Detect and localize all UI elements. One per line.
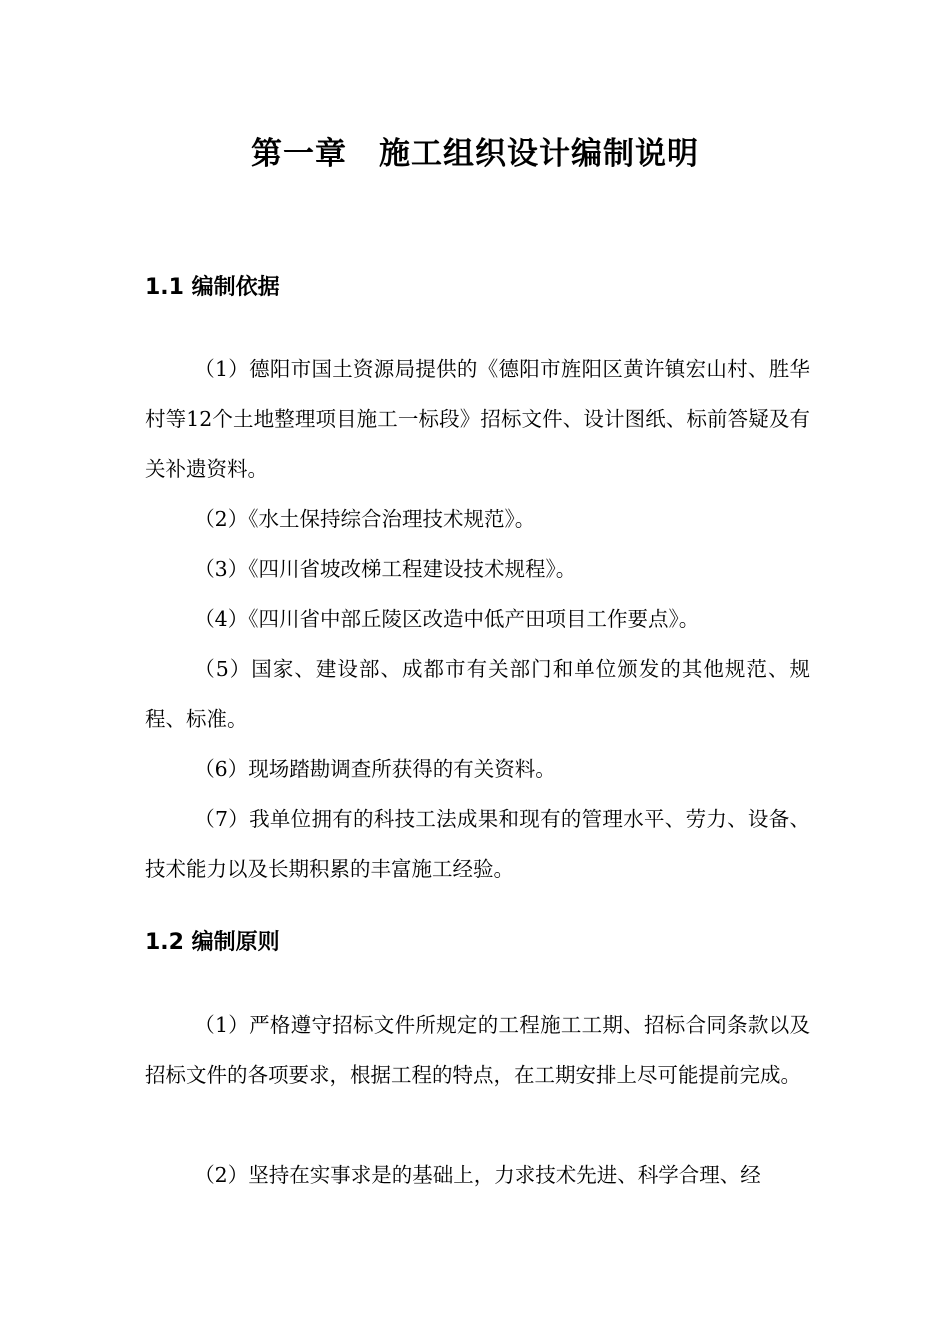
chapter-title: 第一章 施工组织设计编制说明: [251, 136, 699, 172]
paragraph-1-1-7: （7）我单位拥有的科技工法成果和现有的管理水平、劳力、设备、技术能力以及长期积累的丰富施工经验。: [145, 807, 810, 881]
paragraph-1-1-5: （5）国家、建设部、成都市有关部门和单位颁发的其他规范、规程、标准。: [145, 657, 810, 731]
section-heading-1-2: 1.2 编制原则: [145, 930, 280, 955]
paragraph-1-1-6: （6）现场踏勘调查所获得的有关资料。: [194, 757, 556, 781]
paragraph-1-1-4: （4）《四川省中部丘陵区改造中低产田项目工作要点》。: [194, 607, 700, 631]
paragraph-1-1-2: （2）《水土保持综合治理技术规范》。: [194, 507, 536, 531]
paragraph-1-2-2: （2）坚持在实事求是的基础上，力求技术先进、科学合理、经: [194, 1163, 761, 1187]
paragraph-1-2-1: （1）严格遵守招标文件所规定的工程施工工期、招标合同条款以及招标文件的各项要求，根据工程的特点，在工期安排上尽可能提前完成。: [145, 1013, 810, 1087]
paragraph-1-1-1: （1）德阳市国土资源局提供的《德阳市旌阳区黄许镇宏山村、胜华村等12个土地整理项目施工一标段》招标文件、设计图纸、标前答疑及有关补遗资料。: [145, 357, 810, 481]
paragraph-1-1-3: （3）《四川省坡改梯工程建设技术规程》。: [194, 557, 577, 581]
section-heading-1-1: 1.1 编制依据: [145, 275, 280, 300]
